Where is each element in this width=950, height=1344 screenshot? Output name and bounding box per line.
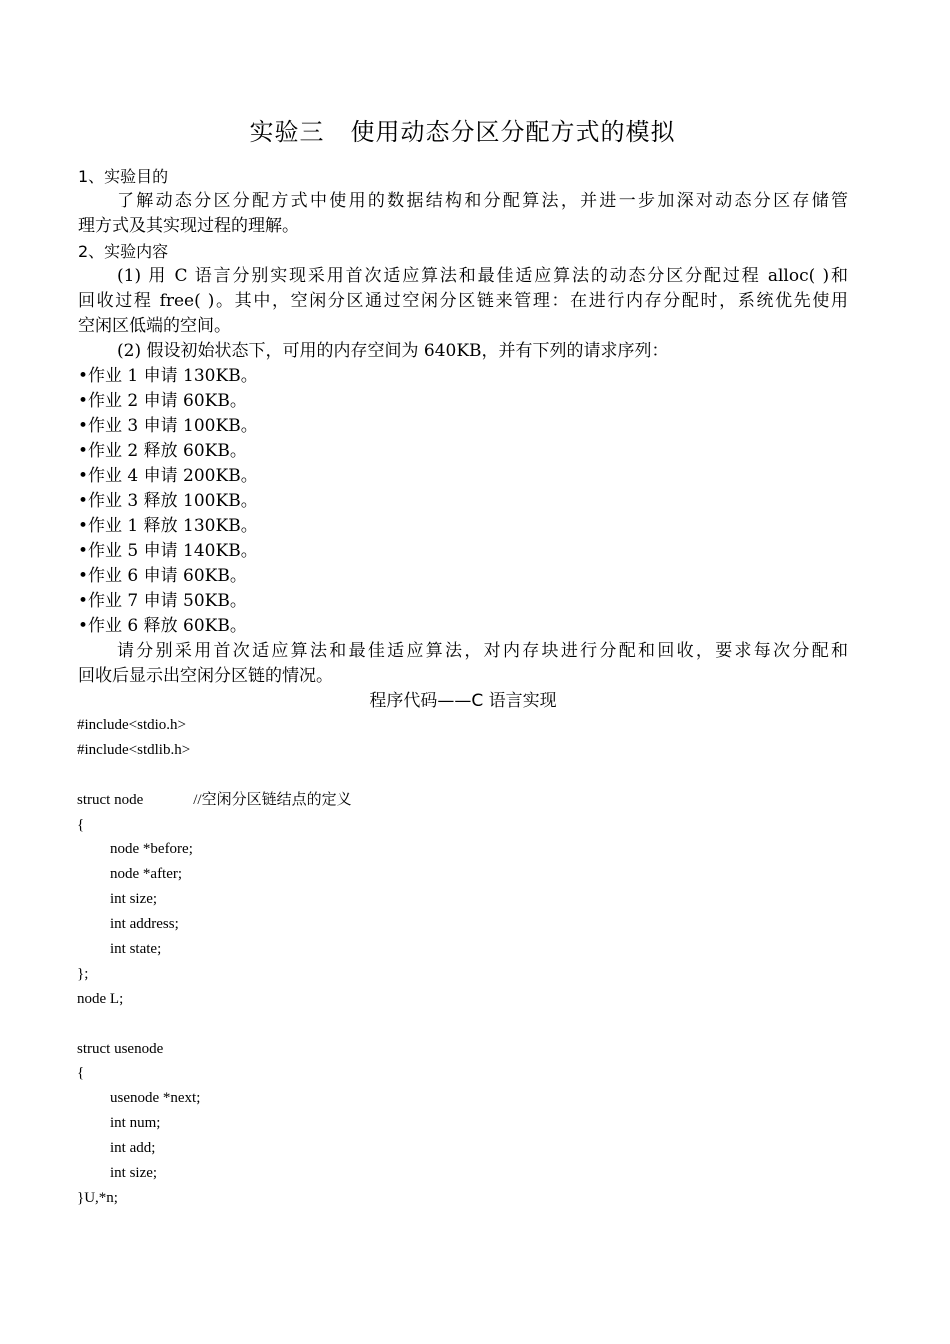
- code-line: int size;: [110, 1165, 158, 1182]
- code-line: usenode *next;: [110, 1090, 201, 1107]
- section2-heading: 2、实验内容: [78, 242, 169, 261]
- code-line: }U,*n;: [77, 1189, 118, 1206]
- item2-line: (2) 假设初始状态下，可用的内存空间为 640KB，并有下列的请求序列：: [117, 341, 669, 361]
- code-line: #include<stdio.h>: [77, 717, 186, 733]
- closing-line: 回收后显示出空闲分区链的情况。: [78, 666, 333, 686]
- code-blank-line: [77, 763, 777, 788]
- request-item: •作业 6 释放 60KB。: [78, 616, 247, 636]
- request-item: •作业 7 申请 50KB。: [78, 591, 247, 611]
- code-blank-line: [77, 1012, 777, 1037]
- request-item: •作业 5 申请 140KB。: [78, 541, 258, 561]
- request-item: •作业 2 释放 60KB。: [78, 441, 247, 461]
- request-item: •作业 2 申请 60KB。: [78, 391, 247, 411]
- section1-heading: 1、实验目的: [78, 167, 169, 186]
- code-line: #include<stdlib.h>: [77, 741, 191, 758]
- request-item: •作业 3 申请 100KB。: [78, 416, 258, 436]
- code-line: int add;: [110, 1140, 156, 1157]
- document-body: [78, 164, 848, 714]
- code-line: int num;: [110, 1115, 161, 1132]
- request-item: •作业 4 申请 200KB。: [78, 466, 258, 486]
- item1-line: 空闲区低端的空间。: [78, 316, 231, 336]
- request-list: [78, 364, 848, 639]
- item1-line: (1) 用 C 语言分别实现采用首次适应算法和最佳适应算法的动态分区分配过程 alloc( )和: [117, 266, 848, 286]
- item1-line: 回收过程 free( )。其中，空闲分区通过空闲分区链来管理：在进行内存分配时，系统优先使用: [78, 291, 848, 311]
- request-item: •作业 1 申请 130KB。: [78, 366, 258, 386]
- request-item: •作业 6 申请 60KB。: [78, 566, 247, 586]
- code-line: node L;: [77, 990, 124, 1007]
- section1-paragraph-line: 了解动态分区分配方式中使用的数据结构和分配算法，并进一步加深对动态分区存储管: [117, 191, 848, 211]
- code-block: [77, 713, 777, 1211]
- code-line: {: [77, 816, 85, 833]
- code-line: node *before;: [110, 841, 193, 858]
- request-item: •作业 1 释放 130KB。: [78, 516, 258, 536]
- code-line: {: [77, 1065, 85, 1082]
- code-heading: 程序代码——C 语言实现: [369, 691, 557, 711]
- code-line: int state;: [110, 941, 162, 958]
- code-comment: //空闲分区链结点的定义: [193, 791, 352, 808]
- code-line: };: [77, 965, 89, 982]
- closing-line: 请分别采用首次适应算法和最佳适应算法，对内存块进行分配和回收，要求每次分配和: [117, 641, 848, 661]
- code-line: node *after;: [110, 866, 183, 883]
- title-part2: 使用动态分区分配方式的模拟: [350, 118, 676, 146]
- section1-paragraph-line: 理方式及其实现过程的理解。: [78, 216, 299, 236]
- code-line: int address;: [110, 916, 179, 933]
- code-line: [77, 788, 777, 813]
- request-item: •作业 3 释放 100KB。: [78, 491, 258, 511]
- code-text: struct node: [77, 791, 144, 808]
- code-line: int size;: [110, 891, 158, 908]
- page-title: [0, 114, 925, 150]
- title-part1: 实验三: [249, 118, 325, 146]
- code-line: struct usenode: [77, 1040, 164, 1057]
